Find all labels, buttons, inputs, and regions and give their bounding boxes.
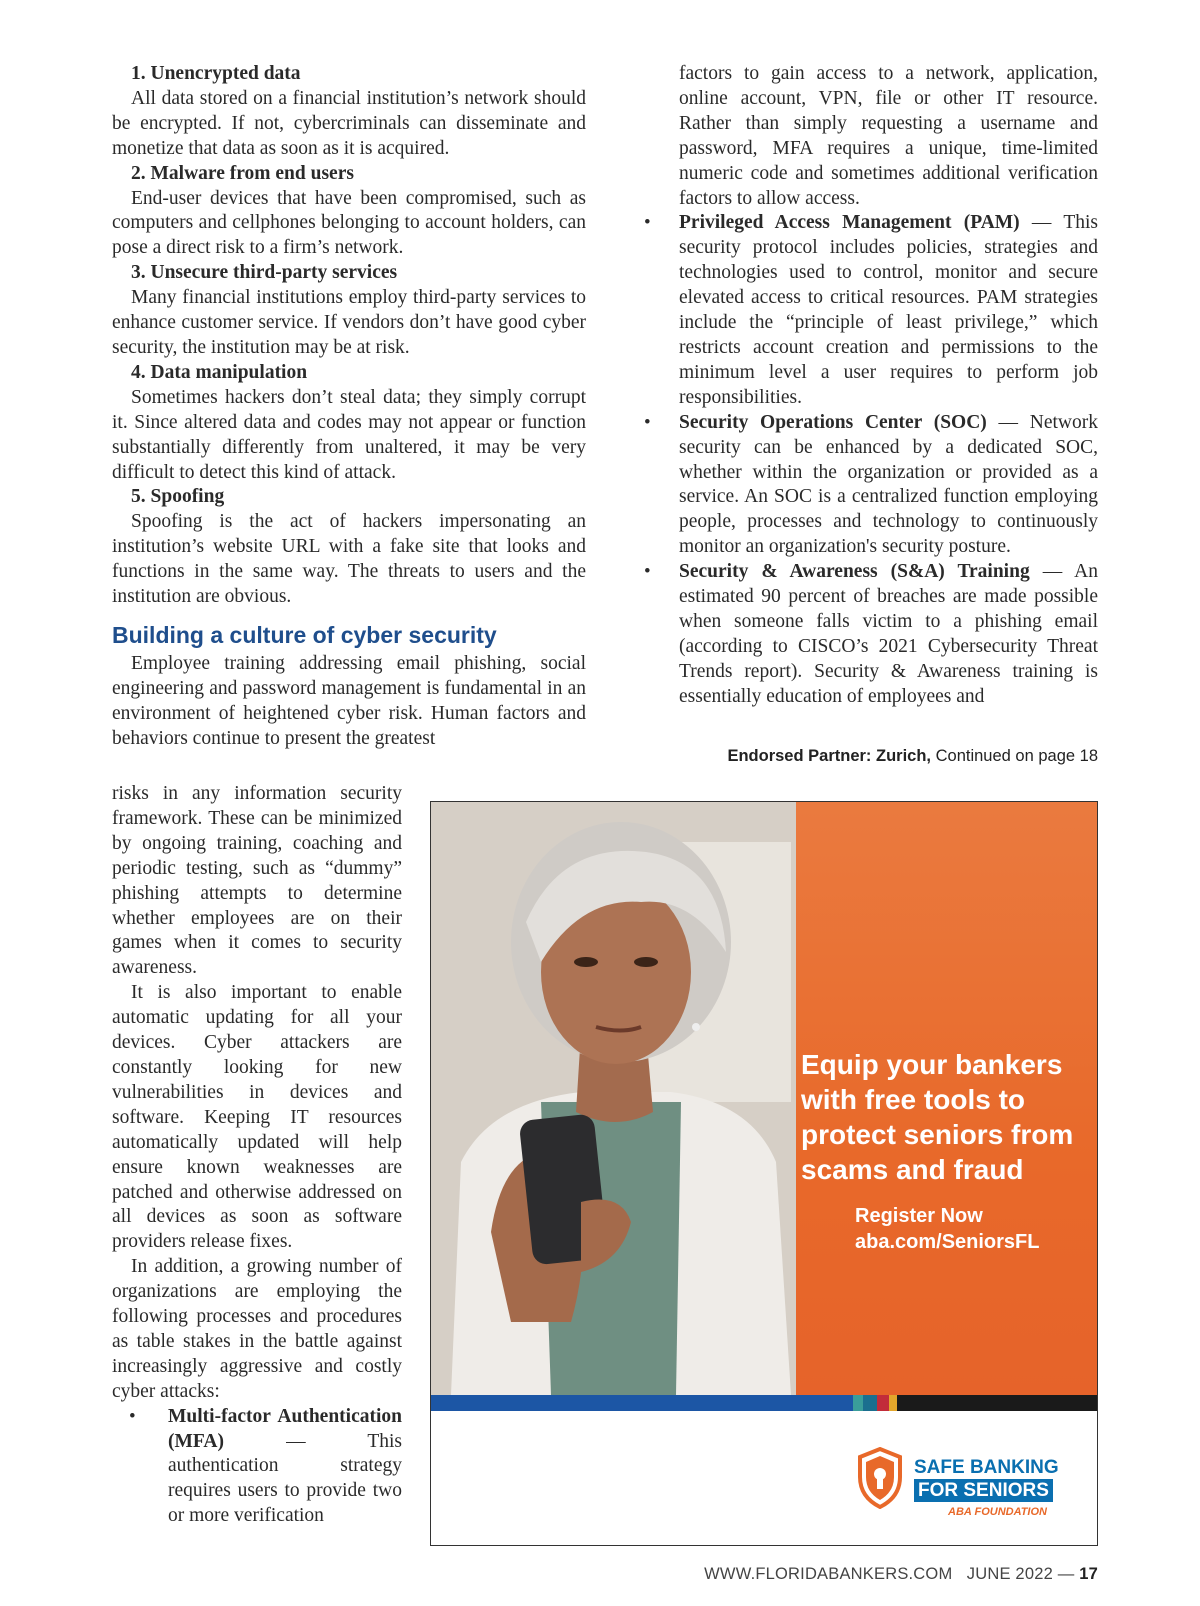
threat-title: 5. Spoofing bbox=[131, 486, 225, 508]
register-url-link[interactable]: aba.com/SeniorsFL bbox=[855, 1231, 1040, 1253]
threat-item-1 bbox=[112, 62, 586, 162]
bullet-title: Security Operations Center (SOC) bbox=[679, 411, 987, 433]
logo-sub: ABA FOUNDATION bbox=[948, 1506, 1047, 1518]
bullet-sa-training bbox=[633, 560, 1098, 709]
footer-date: JUNE 2022 — bbox=[966, 1565, 1075, 1583]
threat-title: 4. Data manipulation bbox=[131, 361, 308, 383]
culture-paragraph-continued: risks in any information security framework. These can be minimized by ongoing training, coaching and periodic testing, such as “dummy” phishing attempts to determine whether employees are on their games when it comes to security awareness. bbox=[112, 783, 402, 979]
ad-photo bbox=[431, 802, 796, 1395]
bullet-text: — Network security can be enhanced by a dedicated SOC, whether within the organization or provided as a service. An SOC is a centralized function employing people, processes and technology to continuously monitor an organization's security posture. bbox=[679, 411, 1098, 558]
ad-color-stripe bbox=[431, 1395, 1098, 1411]
bullet-text: — This authentication strategy requires users to provide two or more verification bbox=[168, 1430, 402, 1527]
bullet-dot: • bbox=[644, 212, 651, 234]
section-heading: Building a culture of cyber security bbox=[112, 621, 497, 648]
threat-text: End-user devices that have been compromised, such as computers and cellphones belonging to account holders, can pose a direct risk to a firm’s network. bbox=[112, 187, 586, 259]
bullet-pam bbox=[633, 211, 1098, 410]
bullet-dot: • bbox=[644, 561, 651, 583]
narrow-column bbox=[112, 782, 402, 1529]
processes-paragraph: In addition, a growing number of organizations are employing the following processes and procedures as table stakes in the battle against increasingly aggressive and costly cyber attacks: bbox=[112, 1256, 402, 1402]
shield-lock-icon bbox=[856, 1447, 904, 1509]
bullet-text: — This security protocol includes policies, strategies and technologies used to control, monitor and secure elevated access to critical resources. PAM strategies include the “principle of least privilege,” which restricts account creation and permissions to the minimum level a user requires to perform job responsibilities. bbox=[679, 212, 1098, 408]
threat-title: 3. Unsecure third-party services bbox=[131, 262, 398, 284]
culture-paragraph-start: Employee training addressing email phishing, social engineering and password management is fundamental in an environment of heightened cyber risk. Human factors and behaviors continue to present the greatest bbox=[112, 652, 586, 749]
page-number: 17 bbox=[1079, 1565, 1098, 1583]
ad-register[interactable] bbox=[855, 1203, 1095, 1255]
ad-headline: Equip your bankers with free tools to protect seniors from scams and fraud bbox=[801, 1049, 1074, 1185]
threat-title: 1. Unencrypted data bbox=[131, 63, 301, 84]
continued-bold: Endorsed Partner: Zurich, bbox=[727, 747, 932, 765]
page-footer bbox=[700, 1565, 1098, 1584]
logo-line2: FOR SENIORS bbox=[914, 1479, 1053, 1502]
footer-site: WWW.FLORIDABANKERS.COM bbox=[704, 1565, 953, 1583]
threat-item-5 bbox=[112, 485, 586, 610]
threat-text: Spoofing is the act of hackers impersonating an institution’s website URL with a fake site that looks and functions in the same way. The threats to users and the institution are obvious. bbox=[112, 511, 586, 608]
logo-line1: SAFE BANKING bbox=[914, 1457, 1059, 1478]
bullet-title: Security & Awareness (S&A) Training bbox=[679, 561, 1030, 583]
threat-item-3 bbox=[112, 261, 586, 361]
safe-banking-logo bbox=[856, 1447, 1086, 1517]
bullet-dot: • bbox=[644, 411, 651, 433]
right-column bbox=[633, 62, 1098, 710]
advertisement[interactable] bbox=[430, 801, 1098, 1546]
bullet-soc bbox=[633, 411, 1098, 560]
continued-text: Continued on page 18 bbox=[931, 747, 1098, 765]
threat-text: All data stored on a financial institution’s network should be encrypted. If not, cybercriminals can disseminate and monetize that data as soon as it is acquired. bbox=[112, 87, 586, 159]
mfa-continued: factors to gain access to a network, application, online account, VPN, file or other IT resource. Rather than simply requesting a username and password, MFA requires a unique, time-limited numeric code and sometimes additional verification factors to allow access. bbox=[679, 63, 1098, 209]
bullet-title: Privileged Access Management (PAM) bbox=[679, 212, 1020, 234]
woman-with-phone-image bbox=[431, 802, 796, 1395]
threat-item-4 bbox=[112, 361, 586, 486]
register-now-label[interactable]: Register Now bbox=[855, 1205, 983, 1227]
updating-paragraph: It is also important to enable automatic updating for all your devices. Cyber attackers are constantly looking for new vulnerabilities in devices and software. Keeping IT resources automatically updated will help ensure known weaknesses are patched and otherwise addressed on all devices as soon as software providers release fixes. bbox=[112, 982, 402, 1253]
logo-text bbox=[914, 1456, 1059, 1502]
bullet-dot: • bbox=[129, 1405, 136, 1427]
bullet-title: Multi-factor Authentication (MFA) bbox=[168, 1405, 402, 1452]
continued-note bbox=[640, 747, 1098, 766]
left-column bbox=[112, 62, 586, 752]
bullet-text: — An estimated 90 percent of breaches are made possible when someone falls victim to a phishing email (according to CISCO’s 2021 Cybersecurity Threat Trends report). Security & Awareness training is essentially education of employees and bbox=[679, 561, 1098, 707]
threat-text: Many financial institutions employ third-party services to enhance customer service. If vendors don’t have good cyber security, the institution may be at risk. bbox=[112, 287, 586, 358]
threat-text: Sometimes hackers don’t steal data; they simply corrupt it. Since altered data and codes may not appear or function substantially differently from unaltered, it may be very difficult to detect this kind of attack. bbox=[112, 386, 586, 483]
bullet-mfa bbox=[112, 1405, 402, 1530]
threat-item-2 bbox=[112, 162, 586, 262]
threat-title: 2. Malware from end users bbox=[131, 162, 354, 184]
